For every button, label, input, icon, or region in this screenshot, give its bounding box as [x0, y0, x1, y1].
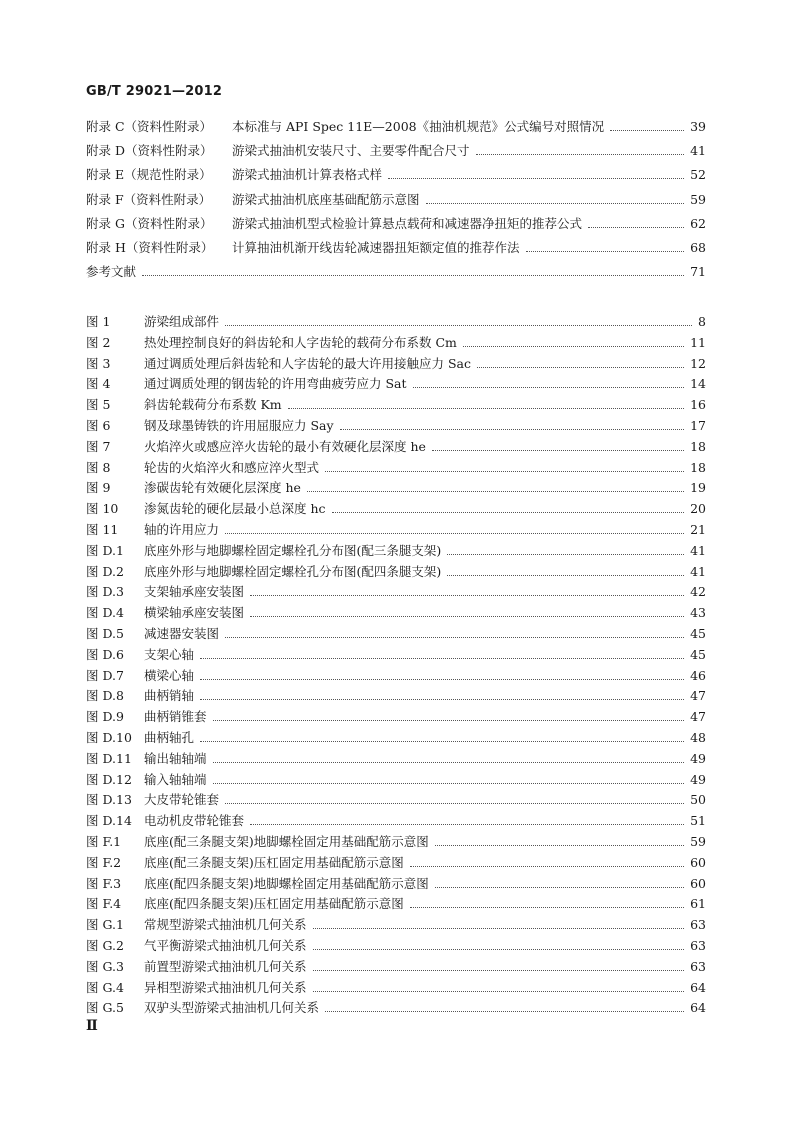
entry-label: 图 G.2 [86, 938, 124, 953]
entry-label: 附录 F（资料性附录） [86, 191, 212, 207]
entry-label: 图 3 [86, 355, 111, 371]
dot-leader [142, 275, 684, 276]
entry-page-number: 11 [690, 334, 706, 350]
entry-page-number: 41 [690, 542, 706, 558]
entry-label: 图 11 [86, 522, 119, 537]
entry-page-number: 49 [690, 771, 706, 787]
entry-title: 双驴头型游梁式抽油机几何关系 [144, 1000, 320, 1016]
dot-leader [225, 637, 684, 638]
entry-title: 曲柄销锥套 [144, 709, 207, 725]
entry-label: 图 D.4 [86, 605, 124, 621]
figure-entry[interactable] [86, 875, 706, 893]
entry-title: 轴的许用应力 [144, 522, 220, 537]
entry-title: 通过调质处理的钢齿轮的许用弯曲疲劳应力 Sat [144, 376, 407, 392]
entry-title: 支架心轴 [144, 646, 195, 662]
entry-title: 底座(配三条腿支架)地脚螺栓固定用基础配筋示意图 [144, 834, 429, 849]
entry-page-number: 48 [690, 730, 706, 745]
entry-page-number: 61 [690, 896, 706, 912]
entry-page-number: 59 [690, 191, 706, 207]
dot-leader [200, 741, 684, 742]
dot-leader [313, 991, 685, 992]
entry-label: 图 D.10 [86, 730, 132, 745]
entry-title: 轮齿的火焰淬火和感应淬火型式 [144, 459, 320, 475]
dot-leader [477, 367, 684, 368]
entry-label: 图 8 [86, 459, 111, 475]
entry-label: 图 7 [86, 438, 111, 454]
entry-label: 图 5 [86, 397, 111, 413]
entry-label: 图 D.8 [86, 688, 124, 704]
dot-leader [225, 803, 684, 804]
figure-entry[interactable] [86, 459, 706, 477]
entry-page-number: 43 [690, 605, 706, 621]
dot-leader [610, 130, 684, 131]
entry-page-number: 39 [690, 119, 706, 134]
dot-leader [313, 928, 685, 929]
figure-entry[interactable] [86, 375, 706, 393]
dot-leader [213, 783, 685, 784]
entry-title: 本标准与 API Spec 11E—2008《抽油机规范》公式编号对照情况 [232, 119, 605, 134]
figure-entry[interactable] [86, 791, 706, 809]
dot-leader [463, 346, 684, 347]
entry-label: 图 D.7 [86, 667, 124, 683]
entry-title: 气平衡游梁式抽油机几何关系 [144, 938, 307, 953]
dot-leader [200, 699, 684, 700]
entry-label: 附录 D（资料性附录） [86, 143, 213, 159]
entry-page-number: 45 [690, 626, 706, 641]
dot-leader [313, 970, 685, 971]
entry-page-number: 45 [690, 646, 706, 662]
entry-title: 游梁式抽油机型式检验计算悬点载荷和减速器净扭矩的推荐公式 [232, 215, 583, 231]
figure-entry[interactable] [86, 708, 706, 726]
entry-page-number: 60 [690, 875, 706, 891]
appendix-entry[interactable] [86, 118, 706, 136]
entry-title: 计算抽油机渐开线齿轮减速器扭矩额定值的推荐作法 [232, 240, 520, 255]
figure-entry[interactable] [86, 833, 706, 851]
entry-page-number: 71 [690, 264, 706, 280]
dot-leader [225, 325, 692, 326]
entry-page-number: 63 [690, 958, 706, 974]
entry-page-number: 63 [690, 938, 706, 953]
entry-title: 曲柄轴孔 [144, 730, 195, 745]
entry-page-number: 19 [690, 480, 706, 496]
entry-label: 图 F.3 [86, 875, 122, 891]
entry-page-number: 42 [690, 584, 706, 600]
entry-title: 底座外形与地脚螺栓固定螺栓孔分布图(配四条腿支架) [144, 563, 442, 579]
dot-leader [213, 720, 685, 721]
dot-leader [213, 762, 685, 763]
entry-page-number: 41 [690, 563, 706, 579]
entry-title: 常规型游梁式抽油机几何关系 [144, 917, 307, 933]
entry-label: 附录 G（资料性附录） [86, 215, 213, 231]
entry-label: 图 1 [86, 314, 111, 329]
figure-entry[interactable] [86, 812, 706, 830]
entry-title: 输入轴轴端 [144, 771, 207, 787]
entry-page-number: 12 [690, 355, 706, 371]
entry-label: 图 D.13 [86, 792, 132, 808]
entry-label: 图 4 [86, 376, 111, 392]
entry-label: 图 D.6 [86, 646, 124, 662]
appendix-entry[interactable] [86, 142, 706, 160]
dot-leader [313, 949, 685, 950]
dot-leader [225, 533, 684, 534]
entry-label: 图 F.2 [86, 854, 122, 870]
entry-label: 图 D.5 [86, 626, 124, 641]
entry-title: 异相型游梁式抽油机几何关系 [144, 979, 307, 995]
dot-leader [307, 491, 684, 492]
appendix-entry[interactable] [86, 166, 706, 184]
entry-label: 图 2 [86, 334, 111, 350]
entry-title: 渗氮齿轮的硬化层最小总深度 hc [144, 501, 326, 517]
entry-page-number: 20 [690, 501, 706, 517]
figure-entry[interactable] [86, 396, 706, 414]
figure-entry[interactable] [86, 625, 706, 643]
entry-label: 图 10 [86, 501, 119, 517]
figure-entry[interactable] [86, 500, 706, 518]
entry-title: 游梁组成部件 [144, 314, 220, 329]
entry-label: 图 G.1 [86, 917, 124, 933]
dot-leader [250, 616, 684, 617]
entry-page-number: 17 [690, 418, 706, 433]
standard-code-header: GB/T 29021—2012 [86, 84, 223, 99]
entry-title: 横梁轴承座安装图 [144, 605, 245, 621]
figure-entry[interactable] [86, 895, 706, 913]
dot-leader [447, 554, 684, 555]
entry-page-number: 41 [690, 143, 706, 159]
figure-entry[interactable] [86, 542, 706, 560]
entry-label: 图 D.3 [86, 584, 124, 600]
entry-page-number: 64 [690, 1000, 706, 1016]
entry-page-number: 49 [690, 750, 706, 766]
dot-leader [388, 178, 684, 179]
entry-title: 热处理控制良好的斜齿轮和人字齿轮的载荷分布系数 Cm [144, 334, 457, 350]
entry-label: 图 F.4 [86, 896, 122, 912]
dot-leader [200, 679, 684, 680]
entry-label: 附录 E（规范性附录） [86, 167, 212, 183]
entry-label: 参考文献 [86, 264, 137, 280]
figure-entry[interactable] [86, 583, 706, 601]
entry-page-number: 62 [690, 215, 706, 231]
figure-entry[interactable] [86, 916, 706, 934]
appendix-entry[interactable] [86, 239, 706, 257]
entry-label: 图 G.3 [86, 958, 124, 974]
dot-leader [250, 824, 684, 825]
entry-page-number: 46 [690, 667, 706, 683]
entry-label: 图 9 [86, 480, 111, 496]
entry-title: 底座(配三条腿支架)压杠固定用基础配筋示意图 [144, 854, 404, 870]
entry-label: 图 D.9 [86, 709, 124, 725]
figure-entry[interactable] [86, 999, 706, 1017]
entry-title: 底座(配四条腿支架)地脚螺栓固定用基础配筋示意图 [144, 875, 429, 891]
figure-entry[interactable] [86, 563, 706, 581]
dot-leader [325, 1011, 684, 1012]
entry-title: 渗碳齿轮有效硬化层深度 he [144, 480, 301, 496]
entry-title: 电动机皮带轮锥套 [144, 813, 245, 829]
figure-entry[interactable] [86, 729, 706, 747]
figure-entry[interactable] [86, 417, 706, 435]
entry-label: 图 D.14 [86, 813, 132, 829]
figure-entry[interactable] [86, 521, 706, 539]
entry-label: 图 G.5 [86, 1000, 124, 1016]
entry-page-number: 47 [690, 688, 706, 704]
dot-leader [426, 203, 685, 204]
entry-label: 图 D.11 [86, 750, 132, 766]
dot-leader [325, 471, 684, 472]
dot-leader [410, 907, 684, 908]
dot-leader [526, 251, 685, 252]
figure-entry[interactable] [86, 334, 706, 352]
dot-leader [476, 154, 685, 155]
entry-page-number: 68 [690, 240, 706, 255]
dot-leader [413, 387, 685, 388]
page-number: Ⅱ [86, 1018, 98, 1034]
entry-title: 曲柄销轴 [144, 688, 195, 704]
entry-title: 大皮带轮锥套 [144, 792, 220, 808]
figure-entry[interactable] [86, 479, 706, 497]
entry-title: 斜齿轮载荷分布系数 Km [144, 397, 282, 413]
figure-entry[interactable] [86, 979, 706, 997]
entry-page-number: 60 [690, 854, 706, 870]
dot-leader [340, 429, 685, 430]
entry-label: 附录 H（资料性附录） [86, 240, 214, 255]
entry-label: 图 6 [86, 418, 111, 433]
entry-page-number: 21 [690, 522, 706, 537]
figure-entry[interactable] [86, 667, 706, 685]
dot-leader [332, 512, 685, 513]
entry-page-number: 63 [690, 917, 706, 933]
dot-leader [200, 658, 684, 659]
dot-leader [288, 408, 684, 409]
entry-page-number: 51 [690, 813, 706, 829]
appendix-entry[interactable] [86, 263, 706, 281]
entry-page-number: 18 [690, 438, 706, 454]
entry-label: 图 D.1 [86, 542, 124, 558]
dot-leader [435, 887, 684, 888]
entry-title: 通过调质处理后斜齿轮和人字齿轮的最大许用接触应力 Sac [144, 355, 471, 371]
figure-entry[interactable] [86, 355, 706, 373]
entry-page-number: 14 [690, 376, 706, 392]
entry-page-number: 50 [690, 792, 706, 808]
entry-label: 图 D.12 [86, 771, 132, 787]
dot-leader [250, 595, 684, 596]
entry-page-number: 8 [698, 314, 706, 329]
figure-entry[interactable] [86, 646, 706, 664]
figure-entry[interactable] [86, 313, 706, 331]
entry-title: 横梁心轴 [144, 667, 195, 683]
entry-page-number: 64 [690, 979, 706, 995]
figure-entry[interactable] [86, 937, 706, 955]
figure-entry[interactable] [86, 438, 706, 456]
entry-title: 底座(配四条腿支架)压杠固定用基础配筋示意图 [144, 896, 404, 912]
entry-title: 底座外形与地脚螺栓固定螺栓孔分布图(配三条腿支架) [144, 542, 442, 558]
entry-label: 附录 C（资料性附录） [86, 119, 213, 134]
entry-label: 图 D.2 [86, 563, 124, 579]
entry-page-number: 59 [690, 834, 706, 849]
dot-leader [432, 450, 684, 451]
entry-page-number: 52 [690, 167, 706, 183]
entry-title: 游梁式抽油机计算表格式样 [232, 167, 383, 183]
entry-title: 支架轴承座安装图 [144, 584, 245, 600]
entry-label: 图 G.4 [86, 979, 124, 995]
appendix-entry[interactable] [86, 215, 706, 233]
entry-page-number: 18 [690, 459, 706, 475]
figure-entry[interactable] [86, 687, 706, 705]
dot-leader [588, 227, 684, 228]
figure-entry[interactable] [86, 604, 706, 622]
entry-title: 钢及球墨铸铁的许用屈服应力 Say [144, 418, 334, 433]
entry-title: 游梁式抽油机安装尺寸、主要零件配合尺寸 [232, 143, 470, 159]
dot-leader [410, 866, 684, 867]
entry-title: 游梁式抽油机底座基础配筋示意图 [232, 191, 420, 207]
entry-page-number: 16 [690, 397, 706, 413]
figure-entry[interactable] [86, 771, 706, 789]
entry-title: 火焰淬火或感应淬火齿轮的最小有效硬化层深度 he [144, 438, 426, 454]
entry-title: 前置型游梁式抽油机几何关系 [144, 958, 307, 974]
figure-entry[interactable] [86, 854, 706, 872]
entry-label: 图 F.1 [86, 834, 122, 849]
entry-page-number: 47 [690, 709, 706, 725]
dot-leader [435, 845, 684, 846]
entry-title: 减速器安装图 [144, 626, 220, 641]
figure-entry[interactable] [86, 750, 706, 768]
figure-entry[interactable] [86, 958, 706, 976]
entry-title: 输出轴轴端 [144, 750, 207, 766]
appendix-entry[interactable] [86, 191, 706, 209]
dot-leader [447, 575, 684, 576]
